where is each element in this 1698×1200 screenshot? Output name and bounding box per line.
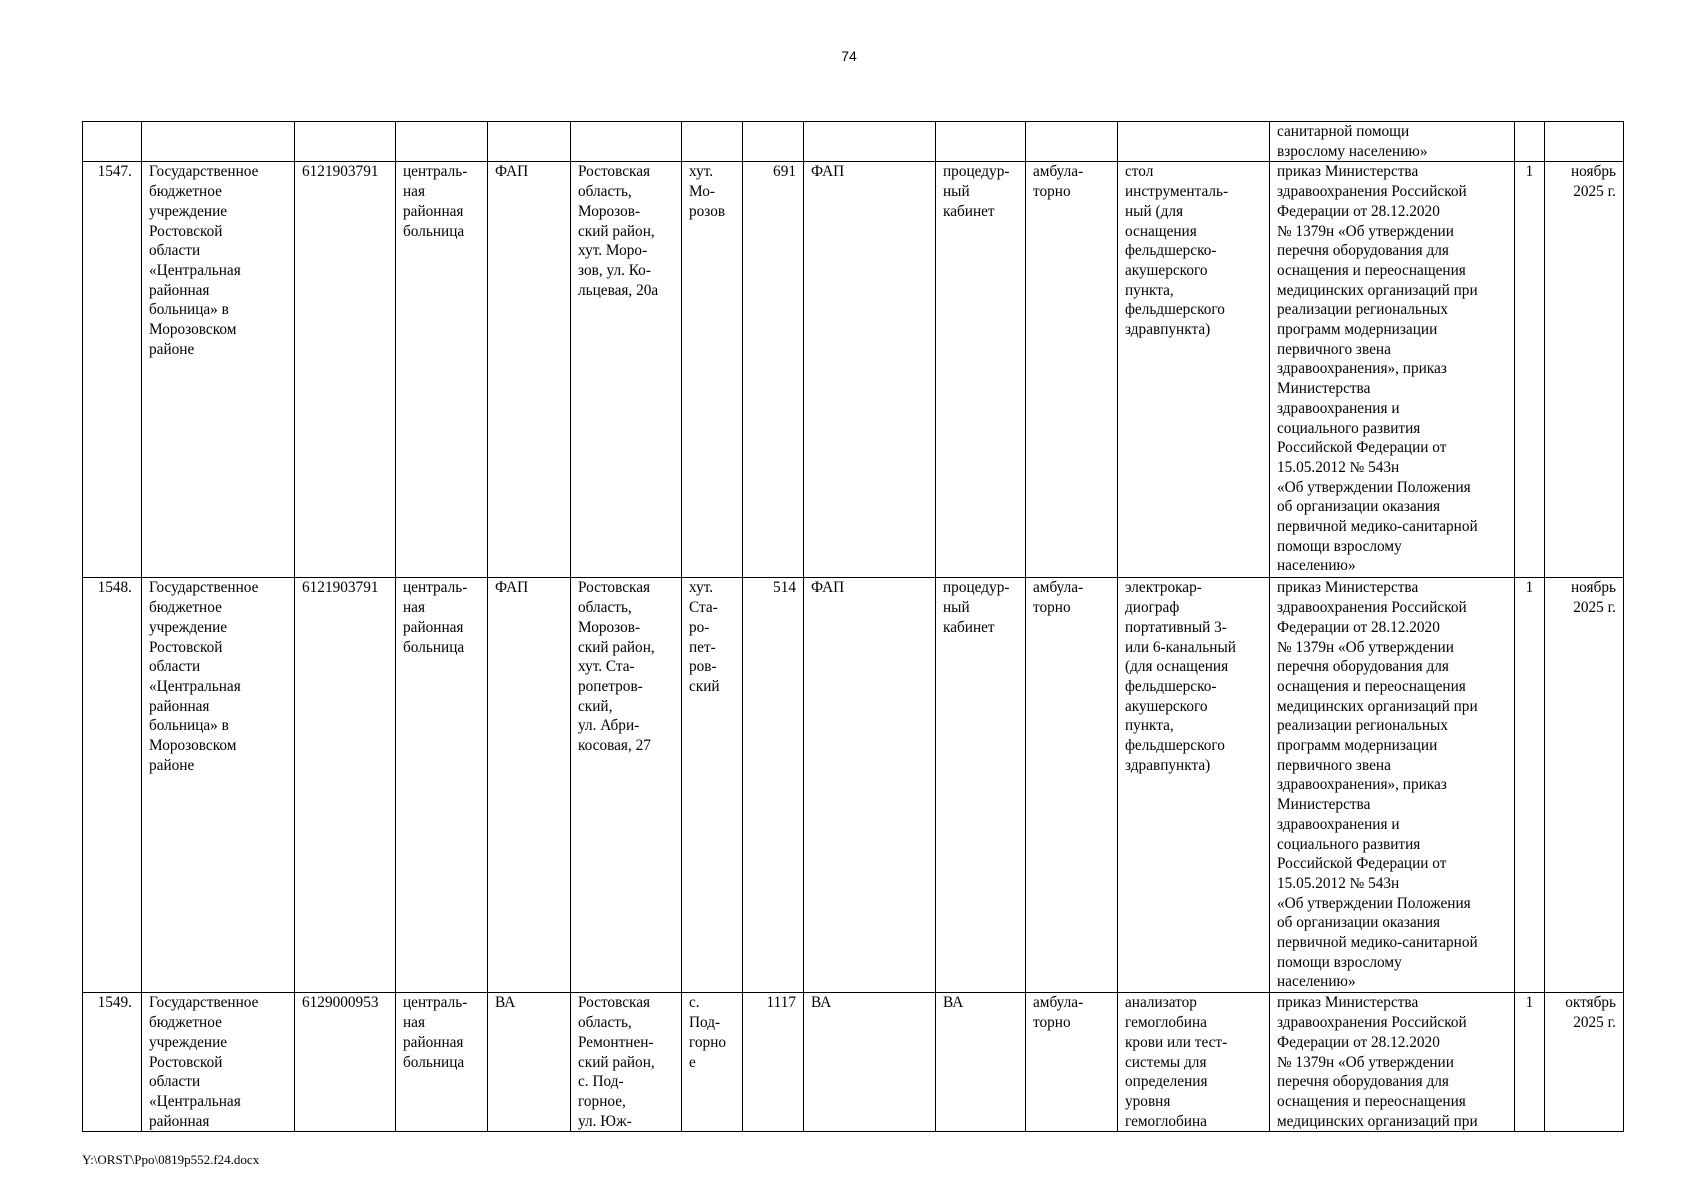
cell-inn: 6121903791 (295, 162, 396, 578)
table-row (83, 578, 1624, 993)
cell-address (571, 122, 682, 162)
cell-unit-type: ФАП (488, 578, 571, 993)
cell-number (83, 122, 142, 162)
cell-population (743, 122, 804, 162)
cell-institution: Государственное бюджетное учреждение Ростовской области «Центральная районная (142, 993, 295, 1132)
cell-legal-basis: приказ Министерства здравоохранения Российской Федерации от 28.12.2020 № 1379н «Об утверждении перечня оборудования для оснащения и переоснащения медицинских организаций при (1270, 993, 1515, 1132)
cell-unit (804, 122, 936, 162)
cell-inn (295, 122, 396, 162)
cell-unit-type: ФАП (488, 162, 571, 578)
page-number: 74 (841, 48, 857, 64)
cell-room: процедур- ный кабинет (936, 162, 1026, 578)
cell-deadline: ноябрь 2025 г. (1545, 578, 1624, 993)
cell-care-form: амбула- торно (1026, 578, 1118, 993)
cell-unit: ФАП (804, 162, 936, 578)
cell-inn: 6121903791 (295, 578, 396, 993)
cell-quantity: 1 (1515, 993, 1545, 1132)
cell-org-type: централь- ная районная больница (396, 578, 488, 993)
cell-population: 691 (743, 162, 804, 578)
cell-org-type (396, 122, 488, 162)
cell-legal-basis: приказ Министерства здравоохранения Российской Федерации от 28.12.2020 № 1379н «Об утверждении перечня оборудования для оснащения и переоснащения медицинских организаций при реализации региональных программ модернизации первичного звена здравоохранения», приказ Министерства здравоохранения и социального развития Российской Федерации от 15.05.2012 № 543н «Об утверждении Положения об организации оказания первичной медико-санитарной помощи взрослому населению» (1270, 162, 1515, 578)
cell-org-type: централь- ная районная больница (396, 993, 488, 1132)
cell-population: 514 (743, 578, 804, 993)
cell-quantity (1515, 122, 1545, 162)
cell-deadline: октябрь 2025 г. (1545, 993, 1624, 1132)
cell-equipment: анализатор гемоглобина крови или тест- системы для определения уровня гемоглобина (1118, 993, 1270, 1132)
cell-unit-type: ВА (488, 993, 571, 1132)
cell-unit-type (488, 122, 571, 162)
cell-institution: Государственное бюджетное учреждение Ростовской области «Центральная районная больница» в Морозовском районе (142, 578, 295, 993)
cell-room (936, 122, 1026, 162)
cell-institution: Государственное бюджетное учреждение Ростовской области «Центральная районная больница» в Морозовском районе (142, 162, 295, 578)
cell-locality: хут. Мо- розов (682, 162, 743, 578)
cell-number: 1549. (83, 993, 142, 1132)
cell-quantity: 1 (1515, 578, 1545, 993)
cell-equipment (1118, 122, 1270, 162)
equipment-table (82, 121, 1624, 1132)
cell-equipment: стол инструменталь- ный (для оснащения фельдшерско- акушерского пункта, фельдшерского здравпункта) (1118, 162, 1270, 578)
cell-number: 1548. (83, 578, 142, 993)
cell-population: 1117 (743, 993, 804, 1132)
cell-deadline: ноябрь 2025 г. (1545, 162, 1624, 578)
cell-org-type: централь- ная районная больница (396, 162, 488, 578)
cell-address: Ростовская область, Морозов- ский район, хут. Ста- ропетров- ский, ул. Абри- косовая, 27 (571, 578, 682, 993)
cell-unit: ФАП (804, 578, 936, 993)
cell-inn: 6129000953 (295, 993, 396, 1132)
cell-room: ВА (936, 993, 1026, 1132)
cell-deadline (1545, 122, 1624, 162)
cell-locality: с. Под- горно е (682, 993, 743, 1132)
cell-equipment: электрокар- диограф портативный 3- или 6-канальный (для оснащения фельдшерско- акушерского пункта, фельдшерского здравпункта) (1118, 578, 1270, 993)
cell-unit: ВА (804, 993, 936, 1132)
footer-file-path: Y:\ORST\Ppo\0819p552.f24.docx (82, 1152, 260, 1167)
cell-legal-basis: санитарной помощи взрослому населению» (1270, 122, 1515, 162)
cell-number: 1547. (83, 162, 142, 578)
cell-address: Ростовская область, Морозов- ский район, хут. Моро- зов, ул. Ко- льцевая, 20а (571, 162, 682, 578)
table-row-continuation (83, 122, 1624, 162)
cell-locality (682, 122, 743, 162)
cell-care-form (1026, 122, 1118, 162)
cell-room: процедур- ный кабинет (936, 578, 1026, 993)
table-row (83, 993, 1624, 1132)
cell-address: Ростовская область, Ремонтнен- ский район, с. Под- горное, ул. Юж- (571, 993, 682, 1132)
cell-institution (142, 122, 295, 162)
cell-legal-basis: приказ Министерства здравоохранения Российской Федерации от 28.12.2020 № 1379н «Об утверждении перечня оборудования для оснащения и переоснащения медицинских организаций при реализации региональных программ модернизации первичного звена здравоохранения», приказ Министерства здравоохранения и социального развития Российской Федерации от 15.05.2012 № 543н «Об утверждении Положения об организации оказания первичной медико-санитарной помощи взрослому населению» (1270, 578, 1515, 993)
cell-care-form: амбула- торно (1026, 993, 1118, 1132)
cell-care-form: амбула- торно (1026, 162, 1118, 578)
cell-locality: хут. Ста- ро- пет- ров- ский (682, 578, 743, 993)
table-row (83, 162, 1624, 578)
cell-quantity: 1 (1515, 162, 1545, 578)
